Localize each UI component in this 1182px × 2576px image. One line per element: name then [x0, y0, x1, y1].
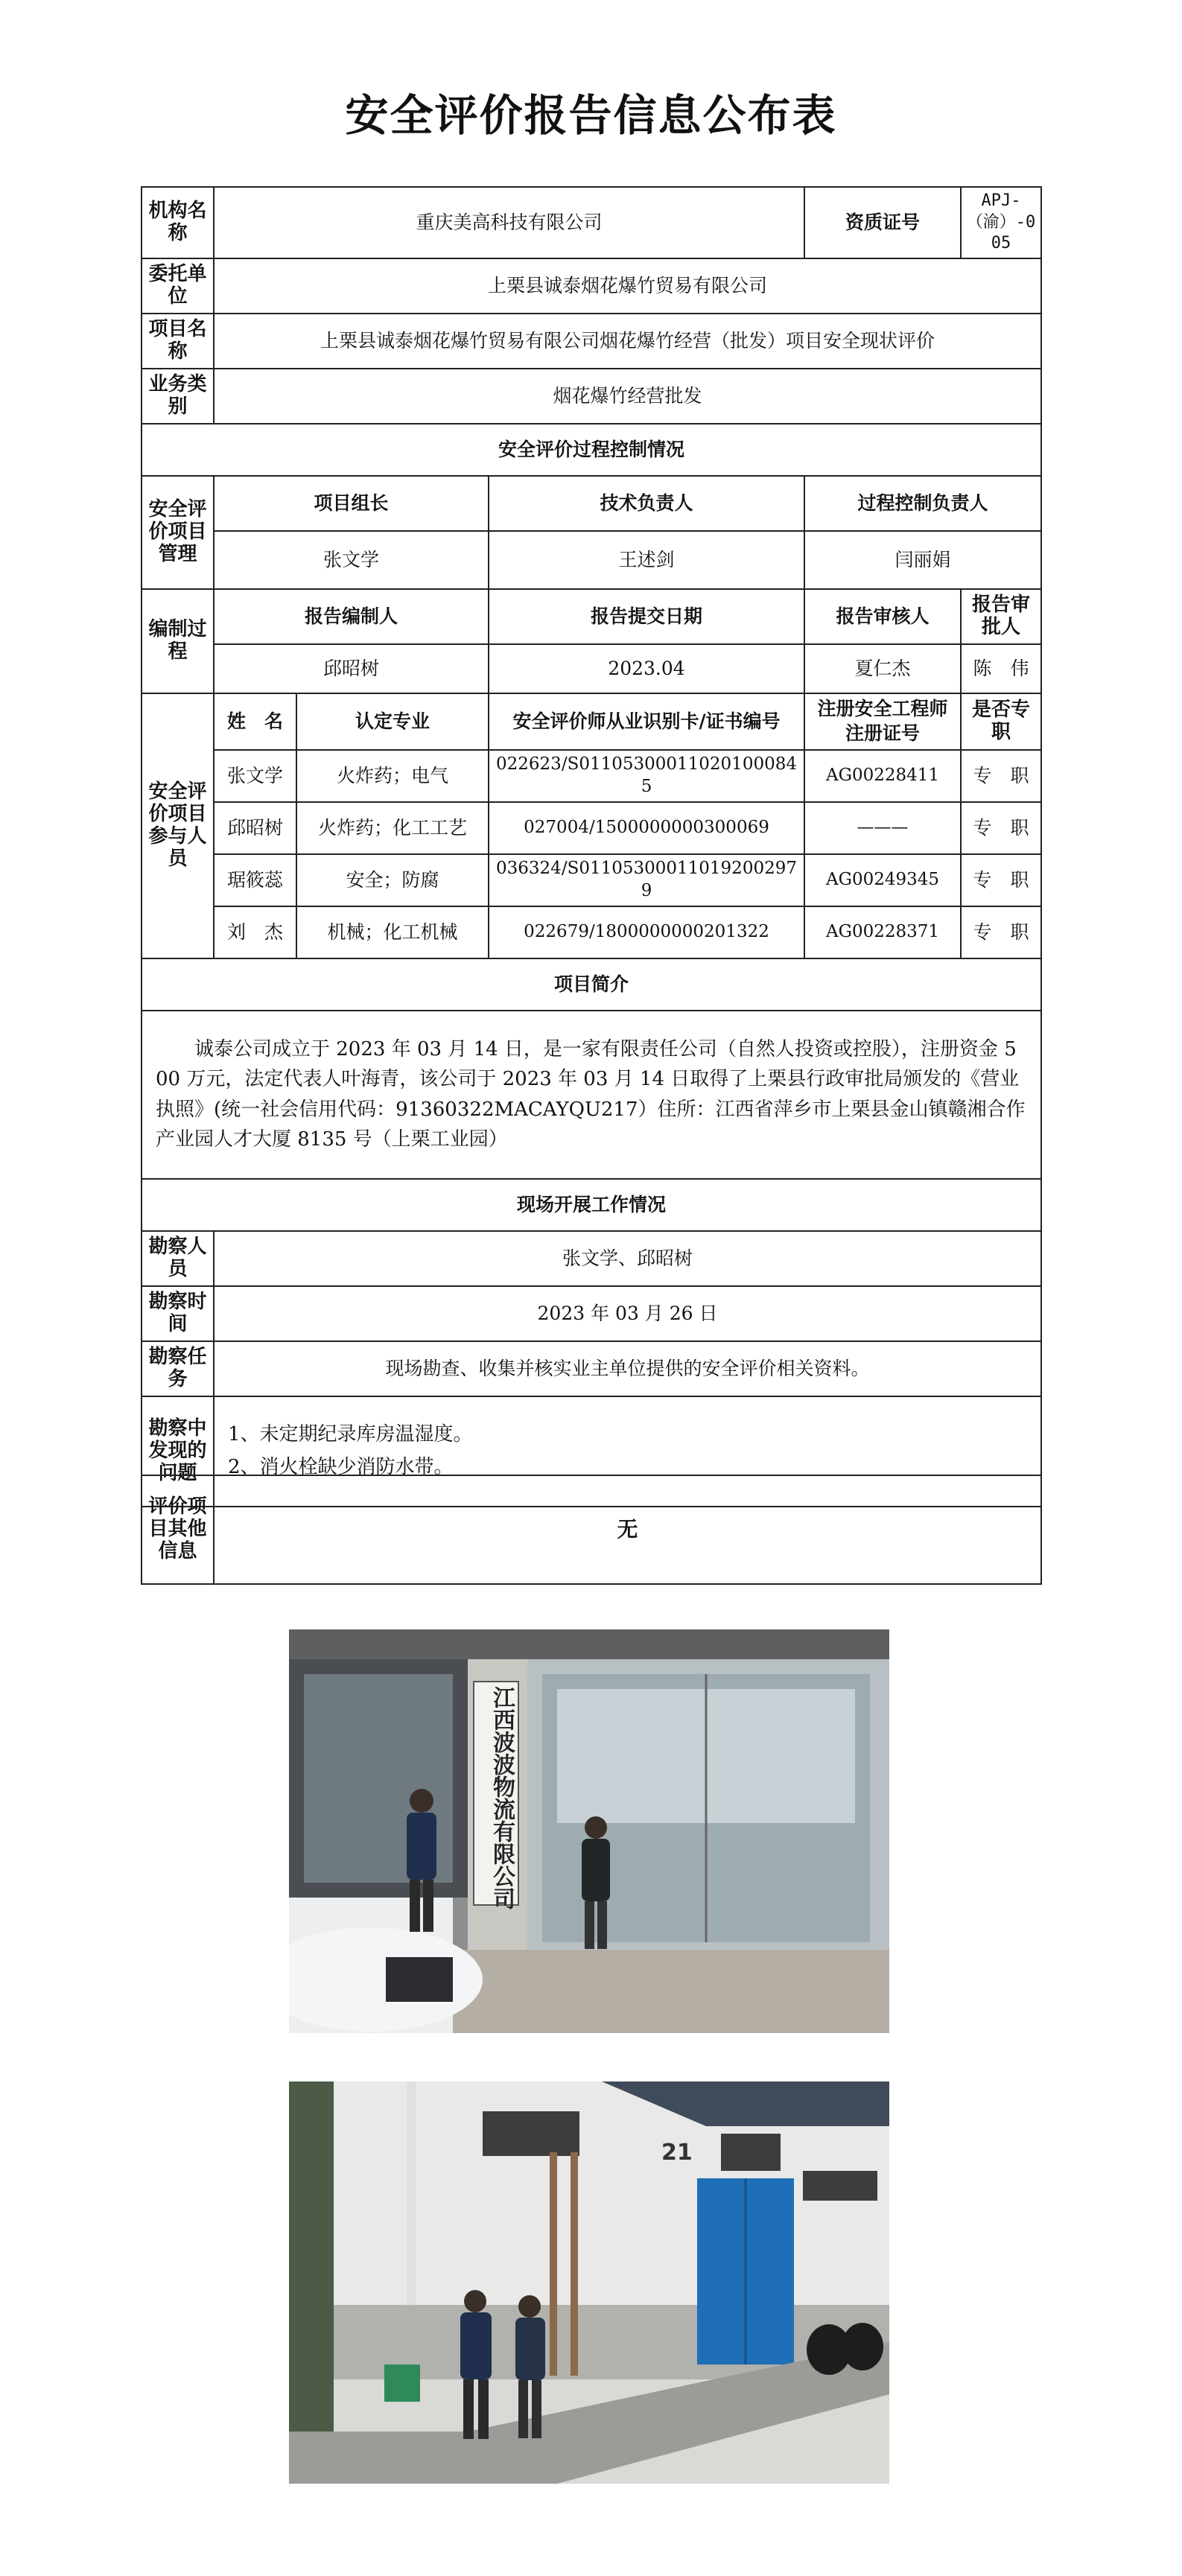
part-fulltime: 专 职: [961, 750, 1041, 802]
project-value: 上栗县诚泰烟花爆竹贸易有限公司烟花爆竹经营（批发）项目安全现状评价: [214, 314, 1041, 369]
process-section-heading: 安全评价过程控制情况: [142, 424, 1041, 476]
field-issues-label: 勘察中发现的问题: [142, 1396, 214, 1507]
part-reg: ———: [804, 802, 961, 854]
list-item: 2、消火栓缺少消防水带。: [228, 1455, 454, 1478]
intro-section-heading: 项目简介: [142, 958, 1041, 1011]
compile-header-date: 报告提交日期: [489, 589, 804, 644]
field-task: 现场勘查、收集并核实业主单位提供的安全评价相关资料。: [214, 1341, 1041, 1396]
compile-header-author: 报告编制人: [214, 589, 489, 644]
business-label: 业务类别: [142, 369, 214, 424]
part-header-reg: 注册安全工程师注册证号: [804, 693, 961, 750]
part-cert: 022679/1800000000201322: [489, 906, 804, 958]
qual-label: 资质证号: [804, 187, 961, 258]
field-time: 2023 年 03 月 26 日: [214, 1286, 1041, 1341]
qual-number: APJ-（渝）-005: [961, 187, 1041, 258]
part-major: 火炸药；电气: [296, 750, 489, 802]
part-major: 安全；防腐: [296, 854, 489, 906]
part-name: 邱昭树: [214, 802, 296, 854]
part-major: 火炸药；化工工艺: [296, 802, 489, 854]
mgmt-header-leader: 项目组长: [214, 476, 489, 531]
part-name: 张文学: [214, 750, 296, 802]
site-photo-entrance: [289, 1629, 889, 2033]
part-reg: AG00228371: [804, 906, 961, 958]
part-cert: 027004/1500000000300069: [489, 802, 804, 854]
part-name: 琚筱蕊: [214, 854, 296, 906]
part-cert: 022623/S011053000110201000845: [489, 750, 804, 802]
list-item: 1、未定期纪录库房温湿度。: [228, 1422, 473, 1446]
field-section-heading: 现场开展工作情况: [142, 1179, 1041, 1231]
mgmt-leader: 张文学: [214, 531, 489, 589]
part-header-fulltime: 是否专职: [961, 693, 1041, 750]
part-major: 机械；化工机械: [296, 906, 489, 958]
client-value: 上栗县诚泰烟花爆竹贸易有限公司: [214, 258, 1041, 314]
company-sign-text: 江西波波物流有限公司: [489, 1686, 515, 1909]
compile-date: 2023.04: [489, 644, 804, 693]
part-fulltime: 专 职: [961, 854, 1041, 906]
compile-label: 编制过程: [142, 589, 214, 693]
compile-header-reviewer: 报告审核人: [804, 589, 961, 644]
mgmt-control: 闫丽娟: [804, 531, 1041, 589]
mgmt-header-tech: 技术负责人: [489, 476, 804, 531]
part-header-major: 认定专业: [296, 693, 489, 750]
other-info-value: 无: [214, 1475, 1041, 1584]
part-header-cert: 安全评价师从业识别卡/证书编号: [489, 693, 804, 750]
table-row: [142, 854, 1041, 906]
business-value: 烟花爆竹经营批发: [214, 369, 1041, 424]
management-label: 安全评价项目管理: [142, 476, 214, 589]
part-reg: AG00228411: [804, 750, 961, 802]
compile-header-approver: 报告审批人: [961, 589, 1041, 644]
other-info-label: 评价项目其他信息: [142, 1475, 214, 1584]
part-name: 刘 杰: [214, 906, 296, 958]
table-row: [142, 802, 1041, 854]
part-fulltime: 专 职: [961, 802, 1041, 854]
table-row: [142, 906, 1041, 958]
org-name: 重庆美高科技有限公司: [214, 187, 804, 258]
participants-label: 安全评价项目参与人员: [142, 693, 214, 958]
page-title: 安全评价报告信息公布表: [345, 90, 837, 141]
site-photo-warehouse: [289, 2082, 889, 2484]
table-row: [142, 750, 1041, 802]
part-fulltime: 专 职: [961, 906, 1041, 958]
compile-approver: 陈 伟: [961, 644, 1041, 693]
part-reg: AG00249345: [804, 854, 961, 906]
part-header-name: 姓 名: [214, 693, 296, 750]
compile-reviewer: 夏仁杰: [804, 644, 961, 693]
mgmt-tech: 王述剑: [489, 531, 804, 589]
field-staff: 张文学、邱昭树: [214, 1231, 1041, 1286]
org-name-label: 机构名称: [142, 187, 214, 258]
mgmt-header-control: 过程控制负责人: [804, 476, 1041, 531]
client-label: 委托单位: [142, 258, 214, 314]
svg-text:21: 21: [661, 2140, 693, 2166]
project-label: 项目名称: [142, 314, 214, 369]
other-info-table: [141, 1475, 1042, 1585]
part-cert: 036324/S011053000110192002979: [489, 854, 804, 906]
field-staff-label: 勘察人员: [142, 1231, 214, 1286]
field-task-label: 勘察任务: [142, 1341, 214, 1396]
field-time-label: 勘察时间: [142, 1286, 214, 1341]
intro-text: 诚泰公司成立于 2023 年 03 月 14 日，是一家有限责任公司（自然人投资或控股），注册资金 500 万元，法定代表人叶海青，该公司于 2023 年 03 月 14 日取得了上栗县行政审批局颁发的《营业执照》(统一社会信用代码：91360322MACAYQU217）住所：江西省萍乡市上栗县金山镇赣湘合作产业园人才大厦 8135 号（上栗工业园）: [142, 1011, 1041, 1179]
compile-author: 邱昭树: [214, 644, 489, 693]
info-table: [141, 186, 1042, 1507]
